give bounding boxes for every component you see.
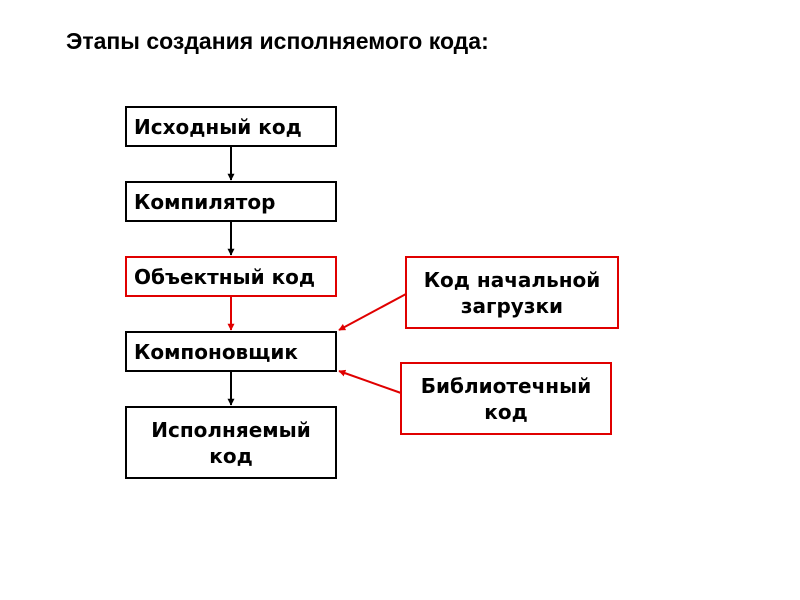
node-object-code: Объектный код — [125, 256, 337, 297]
node-linker: Компоновщик — [125, 331, 337, 372]
node-compiler: Компилятор — [125, 181, 337, 222]
edge-library-to-linker — [339, 371, 401, 393]
diagram-title: Этапы создания исполняемого кода: — [66, 28, 489, 54]
node-source-code: Исходный код — [125, 106, 337, 147]
node-executable-code: Исполняемый код — [125, 406, 337, 479]
node-boot-code: Код начальной загрузки — [405, 256, 619, 329]
edge-boot-to-linker — [339, 294, 406, 330]
node-library-code: Библиотечный код — [400, 362, 612, 435]
